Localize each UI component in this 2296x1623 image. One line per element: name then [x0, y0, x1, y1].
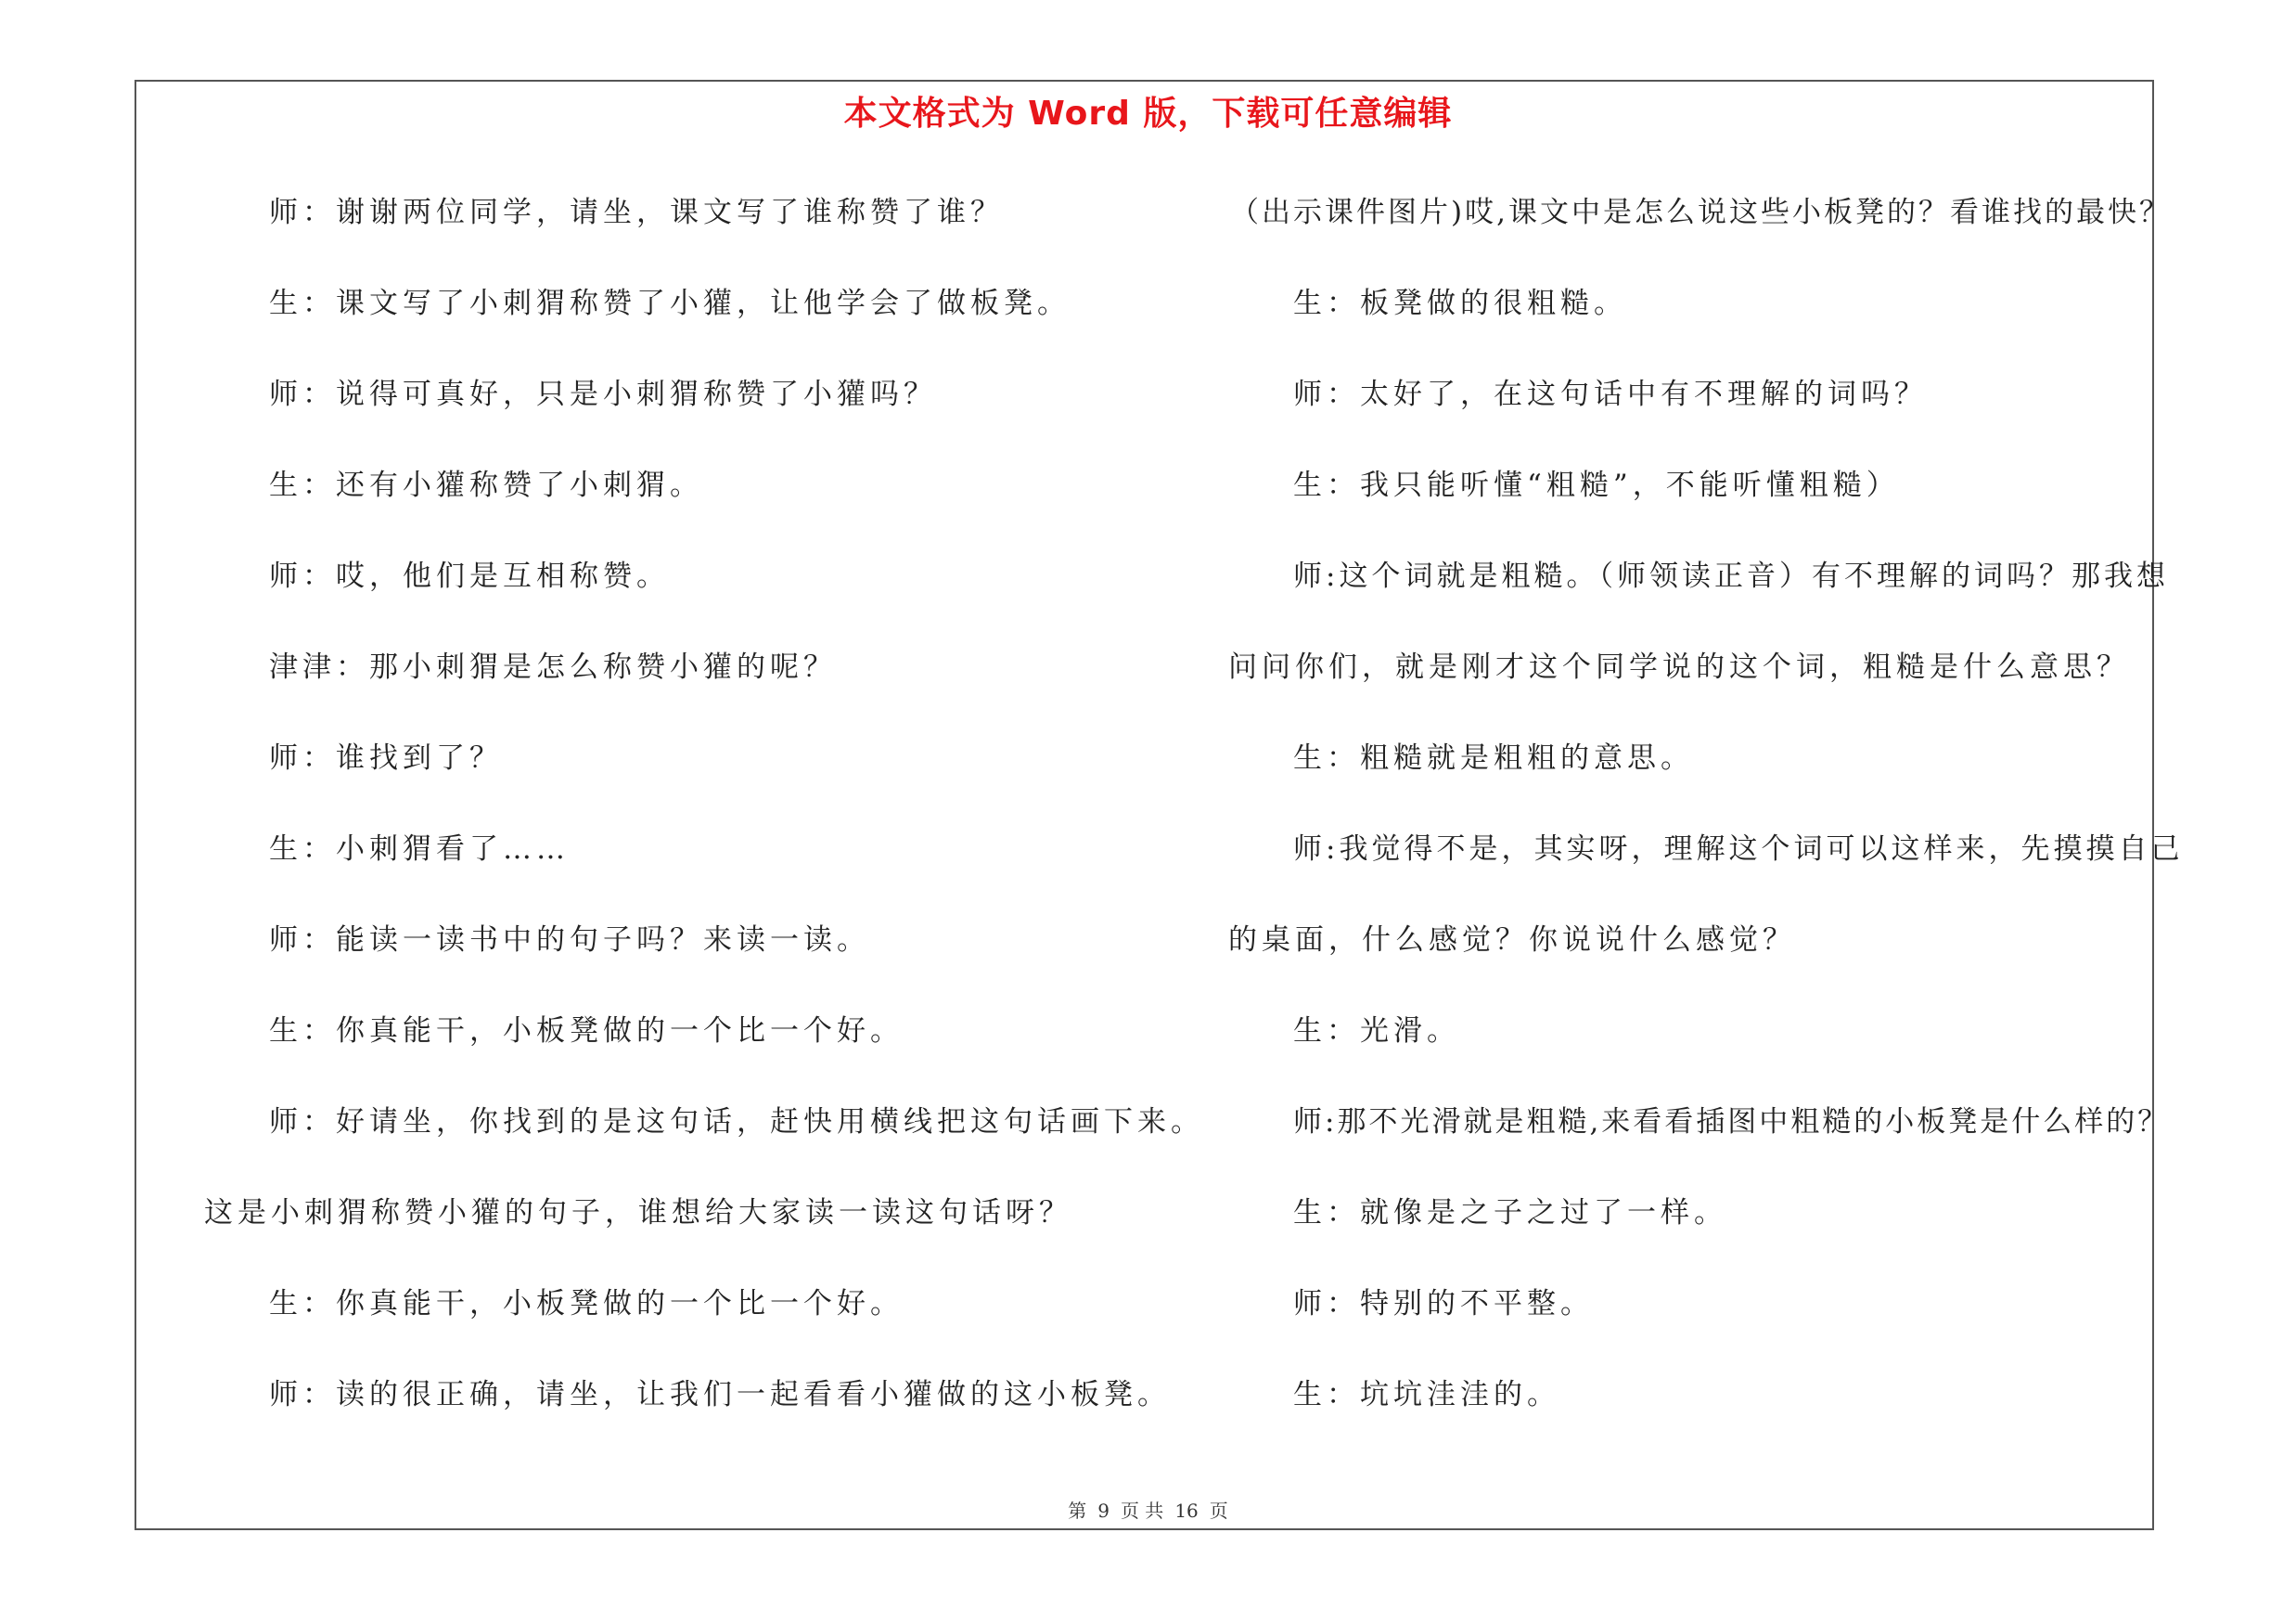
footer-mid: 页 共: [1120, 1500, 1164, 1522]
text-line: 师：说得可真好，只是小刺猬称赞了小獾吗？: [269, 378, 937, 411]
text-line: 师：谢谢两位同学，请坐，课文写了谁称赞了谁？: [269, 196, 1004, 229]
text-line: 生：光滑。: [1293, 1014, 1460, 1048]
page-footer: [0, 1496, 2296, 1523]
text-line: 生：你真能干，小板凳做的一个比一个好。: [269, 1287, 904, 1320]
text-line: 师：特别的不平整。: [1293, 1287, 1594, 1320]
text-line: 师:那不光滑就是粗糙,来看看插图中粗糙的小板凳是什么样的？: [1293, 1105, 2170, 1139]
text-line: 生：课文写了小刺猬称赞了小獾，让他学会了做板凳。: [269, 287, 1071, 320]
text-line: 津津：那小刺猬是怎么称赞小獾的呢？: [269, 650, 837, 684]
footer-prefix: 第: [1068, 1500, 1087, 1522]
text-line: 生：你真能干，小板凳做的一个比一个好。: [269, 1014, 904, 1048]
text-line: 生：板凳做的很粗糙。: [1293, 287, 1627, 320]
footer-suffix: 页: [1209, 1500, 1228, 1522]
text-line: 生：还有小獾称赞了小刺猬。: [269, 469, 703, 502]
text-line: 师:这个词就是粗糙。（师领读正音）有不理解的词吗？那我想: [1293, 560, 2169, 593]
text-line: 生：小刺猬看了……: [269, 832, 570, 866]
text-line: 师：太好了，在这句话中有不理解的词吗？: [1293, 378, 1928, 411]
text-line: 生：我只能听懂“粗糙”，不能听懂粗糙）: [1293, 469, 1900, 502]
text-line: 问问你们，就是刚才这个同学说的这个词，粗糙是什么意思？: [1228, 650, 2130, 684]
page-number: 9: [1097, 1500, 1110, 1522]
text-line: 师：能读一读书中的句子吗？来读一读。: [269, 923, 870, 957]
text-line: 这是小刺猬称赞小獾的句子，谁想给大家读一读这句话呀？: [204, 1196, 1072, 1230]
text-line: 师：谁找到了？: [269, 741, 503, 775]
text-line: 生：粗糙就是粗粗的意思。: [1293, 741, 1694, 775]
text-line: （出示课件图片)哎,课文中是怎么说这些小板凳的？看谁找的最快？: [1230, 196, 2171, 229]
text-line: 的桌面，什么感觉？你说说什么感觉？: [1228, 923, 1796, 957]
text-line: 师：读的很正确，请坐，让我们一起看看小獾做的这小板凳。: [269, 1378, 1171, 1411]
text-line: 生：就像是之子之过了一样。: [1293, 1196, 1727, 1230]
text-line: 师：哎，他们是互相称赞。: [269, 560, 670, 593]
word-format-banner: 本文格式为 Word 版，下载可任意编辑: [843, 95, 1453, 133]
text-line: 师:我觉得不是，其实呀，理解这个词可以这样来，先摸摸自己: [1293, 832, 2184, 866]
total-pages: 16: [1174, 1500, 1199, 1522]
text-line: 生：坑坑洼洼的。: [1293, 1378, 1560, 1411]
text-line: 师：好请坐，你找到的是这句话，赶快用横线把这句话画下来。: [269, 1105, 1204, 1139]
